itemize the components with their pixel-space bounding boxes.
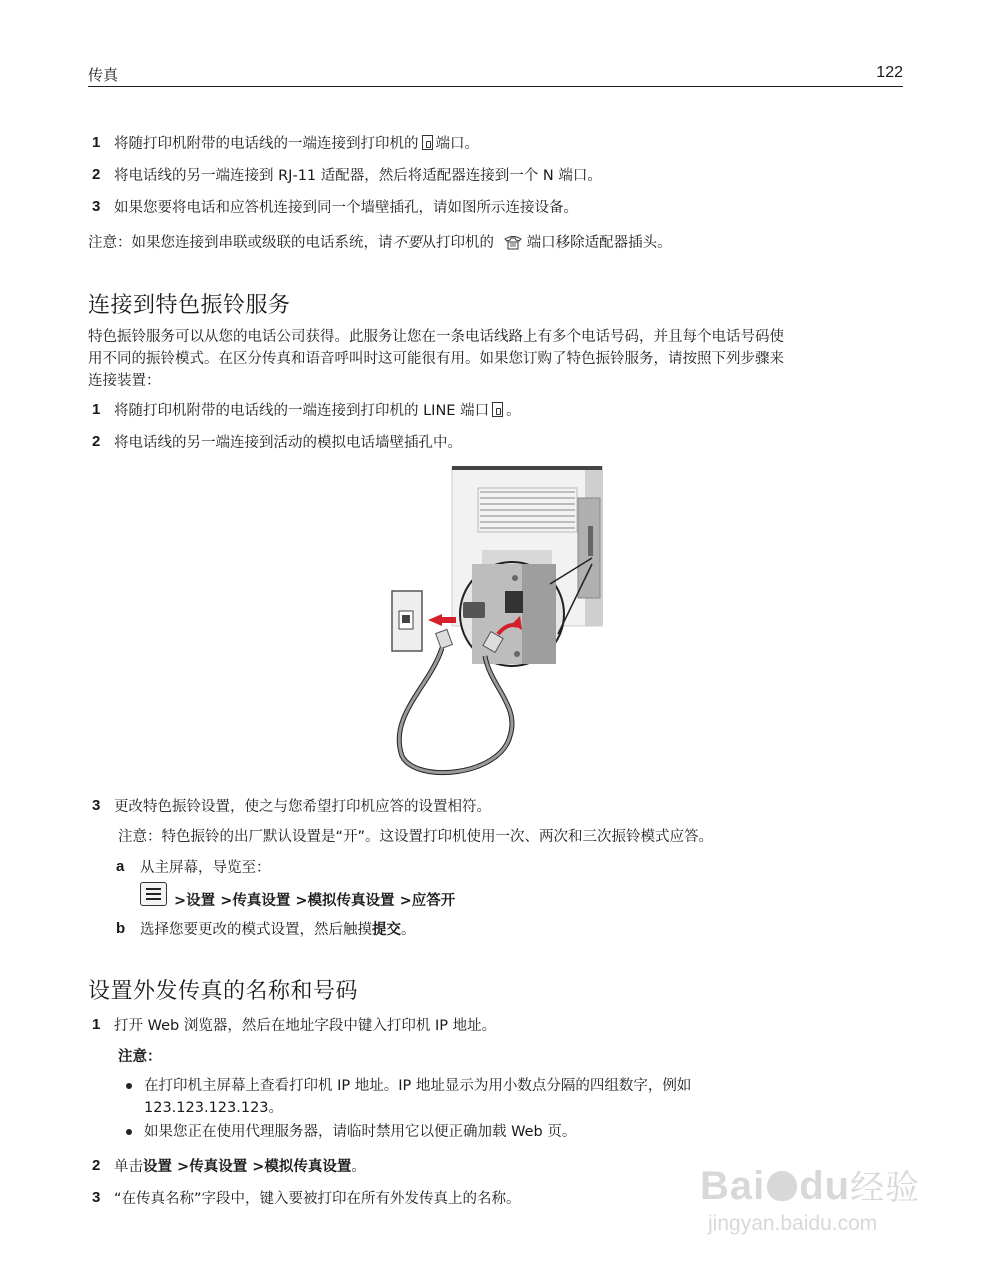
step-number: 1 <box>92 1016 101 1033</box>
bullet-text: 如果您正在使用代理服务器，请临时禁用它以便正确加载 Web 页。 <box>144 1124 577 1140</box>
bullet-text: 在打印机主屏幕上查看打印机 IP 地址。IP 地址显示为用小数点分隔的四组数字，例如 123.123.123.123。 <box>144 1078 692 1116</box>
section-intro: 特色振铃服务可以从您的电话公司获得。此服务让您在一条电话线路上有多个电话号码，并且每个电话号码使 用不同的振铃模式。在区分传真和语音呼叫时这可能很有用。如果您订购了特色振铃服务，请按照下列步骤来 连接装置： <box>88 329 784 389</box>
step-text: 更改特色振铃设置，使之与您希望打印机应答的设置相符。 <box>114 799 491 815</box>
substep-text: 从主屏幕，导览至： <box>140 860 271 876</box>
note: 注意：如果您连接到串联或级联的电话系统，请不要从打印机的 端口移除适配器插头。 <box>88 235 672 251</box>
watermark-url: jingyan.baidu.com <box>708 1212 878 1235</box>
section-heading: 连接到特色振铃服务 <box>88 293 291 318</box>
step-text: 将随打印机附带的电话线的一端连接到打印机的 LINE 端口 。 <box>114 403 521 419</box>
phone-port-icon <box>503 234 523 250</box>
step-number: 3 <box>92 797 101 814</box>
step-number: 1 <box>92 401 101 418</box>
section-heading: 设置外发传真的名称和号码 <box>88 979 359 1004</box>
step-number: 2 <box>92 166 101 183</box>
substep-text: 选择您要更改的模式设置，然后触摸提交。 <box>140 922 416 938</box>
step-text: 打开 Web 浏览器，然后在地址字段中键入打印机 IP 地址。 <box>114 1018 497 1034</box>
connection-illustration <box>380 466 620 782</box>
step-number: 3 <box>92 1189 101 1206</box>
note-label: 注意： <box>118 1049 162 1065</box>
substep-letter: a <box>116 858 125 875</box>
step-number: 2 <box>92 433 101 450</box>
page-number: 122 <box>876 64 903 81</box>
bullet <box>126 1083 132 1089</box>
menu-icon <box>140 882 167 906</box>
paw-icon <box>767 1171 797 1201</box>
watermark-logo: Bai du经验 <box>700 1164 921 1208</box>
step-text: 将电话线的另一端连接到活动的模拟电话墙壁插孔中。 <box>114 435 462 451</box>
header-rule <box>88 86 903 87</box>
step-text: 单击设置 >传真设置 >模拟传真设置。 <box>114 1159 366 1175</box>
step-text: 将随打印机附带的电话线的一端连接到打印机的 端口。 <box>114 136 479 152</box>
step-text: 将电话线的另一端连接到 RJ‑11 适配器，然后将适配器连接到一个 N 端口。 <box>114 168 602 184</box>
line-port-icon <box>492 402 503 417</box>
note: 注意：特色振铃的出厂默认设置是“开”。这设置打印机使用一次、两次和三次振铃模式应答。 <box>118 829 714 845</box>
line-port-icon <box>422 135 433 150</box>
substep-letter: b <box>116 920 126 937</box>
navigation-path: >设置 >传真设置 >模拟传真设置 >应答开 <box>174 893 456 909</box>
step-number: 2 <box>92 1157 101 1174</box>
step-number: 3 <box>92 198 101 215</box>
step-number: 1 <box>92 134 101 151</box>
step-text: “在传真名称”字段中，键入要被打印在所有外发传真上的名称。 <box>114 1191 521 1207</box>
step-text: 如果您要将电话和应答机连接到同一个墙壁插孔，请如图所示连接设备。 <box>114 200 578 216</box>
bullet <box>126 1129 132 1135</box>
header-section: 传真 <box>88 66 119 84</box>
